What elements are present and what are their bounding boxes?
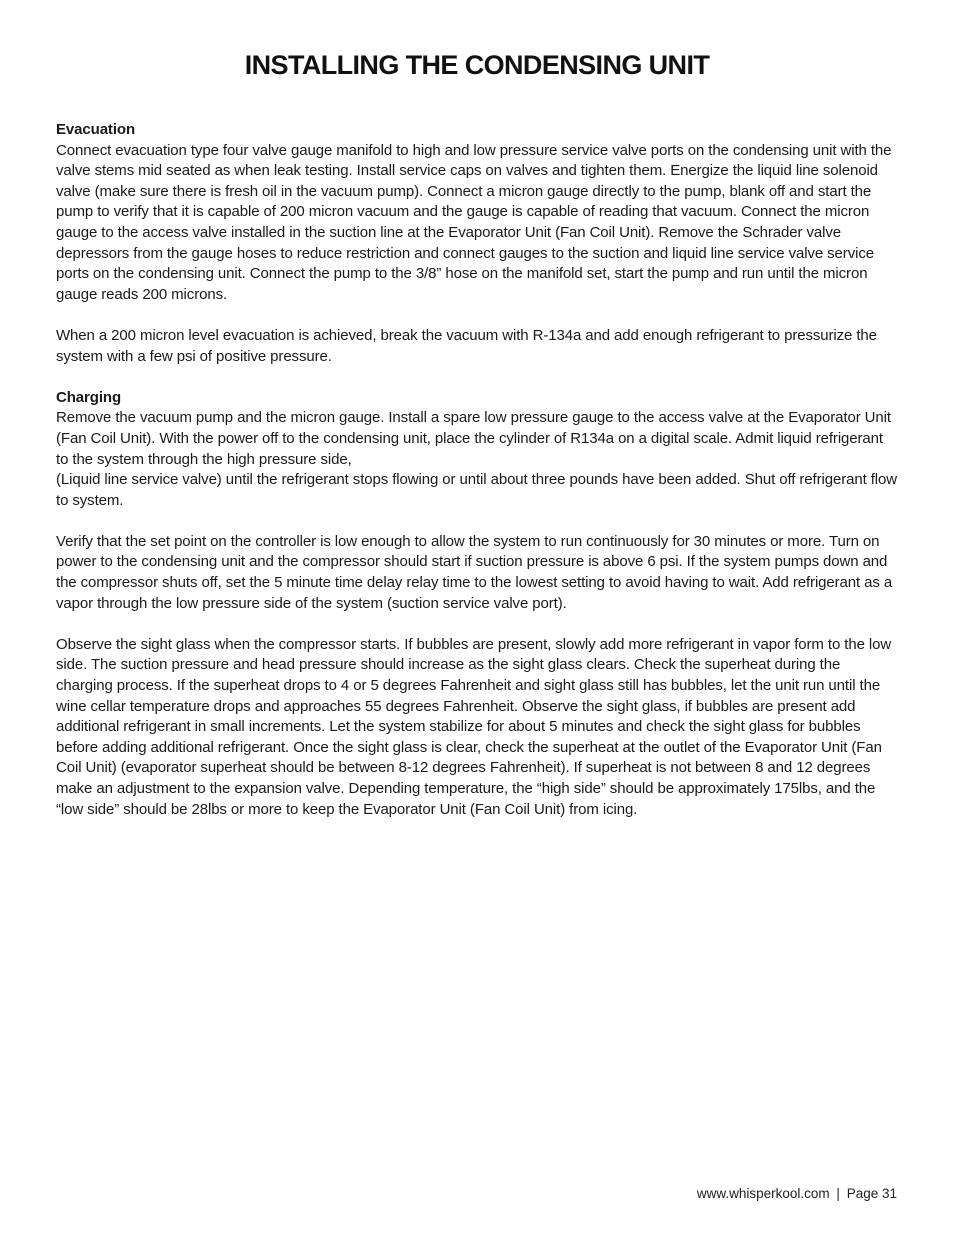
- section-heading-evacuation: Evacuation: [56, 121, 136, 138]
- evacuation-paragraph-2: When a 200 micron level evacuation is achieved, break the vacuum with R-134a and add enough refrigerant to pressurize the system with a few psi of positive pressure.: [56, 326, 877, 365]
- evacuation-paragraph-1: Connect evacuation type four valve gauge manifold to high and low pressure service valve ports on the condensing unit with the valve stems mid seated as when leak testing. Install service caps on valves and tighten them. Energize the liquid line solenoid valve (make sure there is fresh oil in the vacuum pump). Connect a micron gauge directly to the pump, blank off and start the pump to verify that it is capable of 200 micron vacuum and the gauge is capable of reading that vacuum. Connect the micron gauge to the access valve installed in the suction line at the Evaporator Unit (Fan Coil Unit). Remove the Schrader valve depressors from the gauge hoses to reduce restriction and connect gauges to the suction and liquid line service valve service ports on the condensing unit. Connect the pump to the 3/8” hose on the manifold set, start the pump and run until the micron gauge reads 200 microns.: [56, 141, 892, 303]
- document-body: [56, 120, 898, 841]
- section-evacuation: [56, 120, 898, 367]
- charging-paragraph-4: Observe the sight glass when the compressor starts. If bubbles are present, slowly add more refrigerant in vapor form to the low side. The suction pressure and head pressure should increase as the sight glass clears. Check the superheat during the charging process. If the superheat drops to 4 or 5 degrees Fahrenheit and sight glass still has bubbles, let the unit run until the wine cellar temperature drops and approaches 55 degrees Fahrenheit. Observe the sight glass, if bubbles are present add additional refrigerant in small increments. Let the system stabilize for about 5 minutes and check the sight glass for bubbles before adding additional refrigerant. Once the sight glass is clear, check the superheat at the outlet of the Evaporator Unit (Fan Coil Unit) (evaporator superheat should be between 8-12 degrees Fahrenheit). If superheat is not between 8 and 12 degrees make an adjustment to the expansion valve. Depending temperature, the “high side” should be approximately 175lbs, and the “low side” should be 28lbs or more to keep the Evaporator Unit (Fan Coil Unit) from icing.: [56, 635, 892, 818]
- footer-page-number: Page 31: [846, 1186, 897, 1201]
- section-charging: [56, 388, 898, 820]
- page-footer: [697, 1186, 897, 1201]
- charging-paragraph-1: Remove the vacuum pump and the micron gauge. Install a spare low pressure gauge to the access valve at the Evaporator Unit (Fan Coil Unit). With the power off to the condensing unit, place the cylinder of R134a on a digital scale. Admit liquid refrigerant to the system through the high pressure side,: [56, 409, 891, 468]
- page-title: INSTALLING THE CONDENSING UNIT: [244, 50, 710, 80]
- footer-separator: |: [836, 1186, 840, 1201]
- charging-paragraph-2: (Liquid line service valve) until the refrigerant stops flowing or until about three pounds have been added. Shut off refrigerant flow to system.: [56, 471, 898, 509]
- charging-paragraph-3: Verify that the set point on the controller is low enough to allow the system to run continuously for 30 minutes or more. Turn on power to the condensing unit and the compressor should start if suction pressure is above 6 psi. If the system pumps down and the compressor shuts off, set the 5 minute time delay relay time to the lowest setting to avoid having to wait. Add refrigerant as a vapor through the low pressure side of the system (suction service valve port).: [56, 532, 893, 612]
- section-heading-charging: Charging: [56, 388, 122, 406]
- footer-website-link[interactable]: www.whisperkool.com: [696, 1186, 830, 1201]
